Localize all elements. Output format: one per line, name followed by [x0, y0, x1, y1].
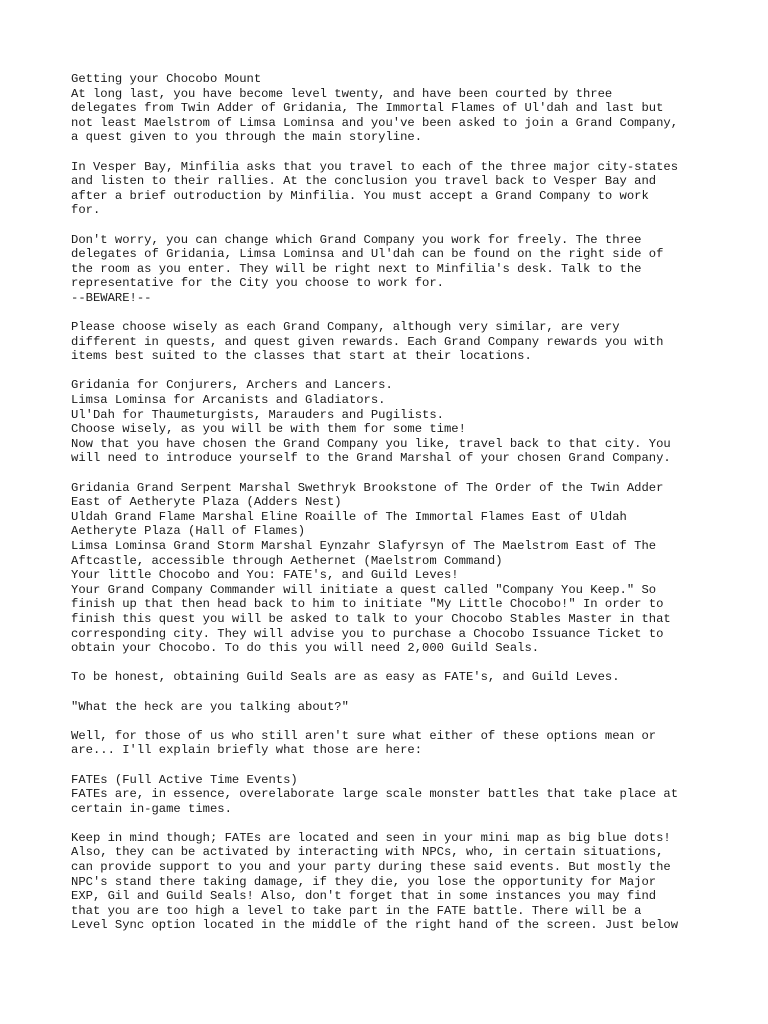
text-line: Level Sync option located in the middle of the right hand of the screen. Just below: [71, 918, 679, 933]
text-line: In Vesper Bay, Minfilia asks that you travel to each of the three major city-states: [71, 159, 679, 174]
text-line: the room as you enter. They will be right next to Minfilia's desk. Talk to the: [71, 261, 642, 276]
document-title: Getting your Chocobo Mount: [71, 72, 262, 86]
text-line: not least Maelstrom of Limsa Lominsa and you've been asked to join a Grand Company,: [71, 115, 679, 130]
text-line: delegates from Twin Adder of Gridania, The Immortal Flames of Ul'dah and last but: [71, 101, 664, 116]
text-line: delegates of Gridania, Limsa Lominsa and Ul'dah can be found on the right side of: [71, 247, 664, 262]
text-line: Keep in mind though; FATEs are located and seen in your mini map as big blue dots!: [71, 830, 671, 845]
text-line: Ul'Dah for Thaumeturgists, Marauders and Pugilists.: [71, 407, 444, 422]
text-line: and listen to their rallies. At the conclusion you travel back to Vesper Bay and: [71, 174, 657, 189]
text-line: Gridania Grand Serpent Marshal Swethryk Brookstone of The Order of the Twin Adder: [71, 480, 664, 495]
text-line: Also, they can be activated by interacting with NPCs, who, in certain situations,: [71, 845, 664, 860]
paragraph-spacer: [71, 758, 711, 773]
text-line: different in quests, and quest given rewards. Each Grand Company rewards you with: [71, 334, 664, 349]
text-line: will need to introduce yourself to the Grand Marshal of your chosen Grand Company.: [71, 451, 671, 466]
paragraph-spacer: [71, 816, 711, 831]
text-line: Uldah Grand Flame Marshal Eline Roaille of The Immortal Flames East of Uldah: [71, 509, 627, 524]
paragraph-spacer: [71, 714, 711, 729]
document-page: [71, 72, 711, 933]
text-line: Gridania for Conjurers, Archers and Lancers.: [71, 378, 393, 393]
text-line: Now that you have chosen the Grand Company you like, travel back to that city. You: [71, 436, 671, 451]
text-line: Limsa Lominsa for Arcanists and Gladiators.: [71, 393, 386, 408]
paragraph-spacer: [71, 364, 711, 379]
text-line: for.: [71, 203, 101, 218]
text-line: "What the heck are you talking about?": [71, 699, 349, 714]
text-line: To be honest, obtaining Guild Seals are as easy as FATE's, and Guild Leves.: [71, 670, 620, 685]
text-line: Choose wisely, as you will be with them for some time!: [71, 422, 466, 437]
text-line: representative for the City you choose to work for.: [71, 276, 444, 291]
text-line: Aetheryte Plaza (Hall of Flames): [71, 524, 306, 539]
paragraph-spacer: [71, 306, 711, 321]
text-line: Well, for those of us who still aren't sure what either of these options mean or: [71, 728, 657, 743]
text-line: Aftcastle, accessible through Aethernet (Maelstrom Command): [71, 553, 503, 568]
text-line: a quest given to you through the main storyline.: [71, 130, 423, 145]
text-line: Your Grand Company Commander will initiate a quest called "Company You Keep." So: [71, 582, 657, 597]
text-line: Limsa Lominsa Grand Storm Marshal Eynzahr Slafyrsyn of The Maelstrom East of The: [71, 539, 657, 553]
text-line: items best suited to the classes that start at their locations.: [71, 349, 532, 364]
paragraph-spacer: [71, 685, 711, 700]
paragraph-spacer: [71, 145, 711, 160]
text-line: FATEs (Full Active Time Events): [71, 772, 298, 787]
text-line: corresponding city. They will advise you to purchase a Chocobo Issuance Ticket to: [71, 626, 664, 641]
paragraph-spacer: [71, 656, 711, 671]
text-line: Don't worry, you can change which Grand Company you work for freely. The three: [71, 232, 642, 247]
text-line: At long last, you have become level twenty, and have been courted by three: [71, 86, 613, 101]
text-line: that you are too high a level to take part in the FATE battle. There will be a: [71, 903, 642, 918]
text-line: Your little Chocobo and You: FATE's, and Guild Leves!: [71, 568, 459, 583]
text-line: are... I'll explain briefly what those are here:: [71, 743, 423, 758]
text-line: --BEWARE!--: [71, 290, 152, 305]
text-line: FATEs are, in essence, overelaborate large scale monster battles that take place at: [71, 787, 679, 802]
text-line: Please choose wisely as each Grand Company, although very similar, are very: [71, 320, 620, 335]
text-line: finish this quest you will be asked to talk to your Chocobo Stables Master in that: [71, 611, 671, 626]
text-line: obtain your Chocobo. To do this you will need 2,000 Guild Seals.: [71, 641, 540, 656]
text-line: East of Aetheryte Plaza (Adders Nest): [71, 495, 342, 510]
text-line: finish up that then head back to him to initiate "My Little Chocobo!" In order to: [71, 597, 664, 612]
paragraph-spacer: [71, 218, 711, 233]
text-line: can provide support to you and your party during these said events. But mostly the: [71, 860, 671, 875]
text-line: NPC's stand there taking damage, if they die, you lose the opportunity for Major: [71, 874, 657, 889]
text-line: EXP, Gil and Guild Seals! Also, don't forget that in some instances you may find: [71, 889, 657, 904]
text-line: certain in-game times.: [71, 801, 232, 816]
text-line: after a brief outroduction by Minfilia. You must accept a Grand Company to work: [71, 188, 649, 203]
paragraph-spacer: [71, 466, 711, 481]
